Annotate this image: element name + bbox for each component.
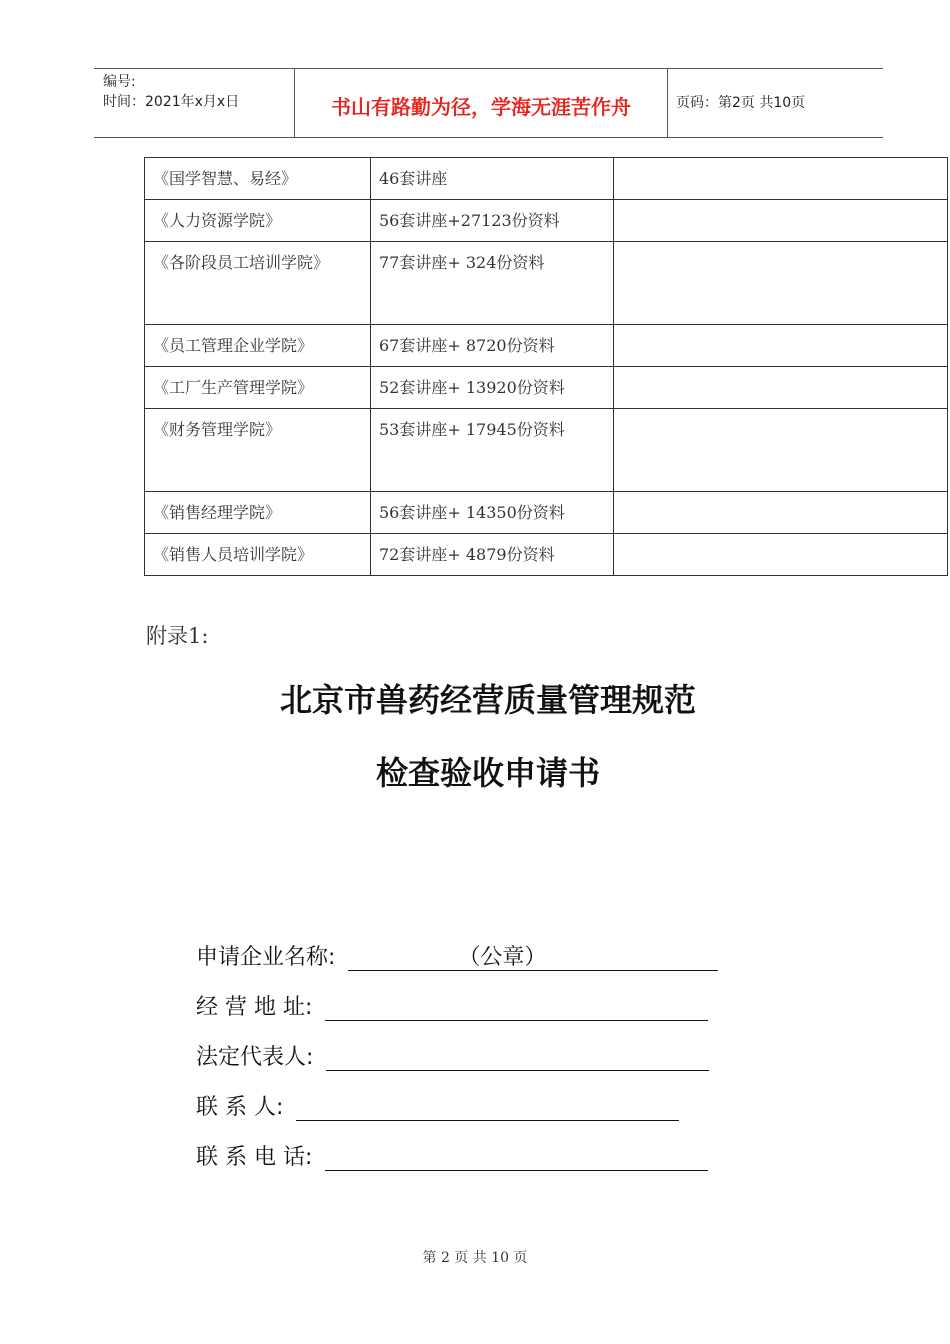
- table-cell-note: [614, 409, 948, 492]
- table-cell-note: [614, 242, 948, 325]
- table-cell-content: 53套讲座+ 17945份资料: [371, 409, 614, 492]
- table-cell-note: [614, 325, 948, 367]
- table-cell-note: [614, 367, 948, 409]
- table-row: [145, 409, 948, 492]
- table-cell-content: 67套讲座+ 8720份资料: [371, 325, 614, 367]
- address-label: 经 营 地 址:: [196, 995, 313, 1020]
- table-row: [145, 492, 948, 534]
- address-field: [196, 990, 708, 1021]
- table-cell-content: 72套讲座+ 4879份资料: [371, 534, 614, 576]
- legal-rep-label: 法定代表人:: [196, 1045, 314, 1070]
- header-time-label: 时间：2021年x月x日: [103, 94, 240, 110]
- contact-blank[interactable]: [296, 1092, 679, 1121]
- page-footer: 第 2 页 共 10 页: [422, 1250, 528, 1266]
- table-row: [145, 325, 948, 367]
- table-cell-name: 《员工管理企业学院》: [145, 325, 371, 367]
- table-cell-name: 《销售人员培训学院》: [145, 534, 371, 576]
- phone-label: 联 系 电 话:: [196, 1145, 313, 1170]
- table-cell-content: 56套讲座+ 14350份资料: [371, 492, 614, 534]
- header-meta: [94, 69, 294, 137]
- table-row: [145, 367, 948, 409]
- header-number-label: 编号:: [103, 74, 136, 90]
- contact-field: [196, 1090, 679, 1121]
- legal-rep-field: [196, 1040, 709, 1071]
- table-cell-content: 56套讲座+27123份资料: [371, 200, 614, 242]
- table-cell-note: [614, 158, 948, 200]
- table-cell-note: [614, 534, 948, 576]
- table-cell-name: 《各阶段员工培训学院》: [145, 242, 371, 325]
- legal-rep-blank[interactable]: [326, 1042, 709, 1071]
- table-cell-note: [614, 200, 948, 242]
- address-blank[interactable]: [325, 992, 708, 1021]
- table-row: [145, 242, 948, 325]
- phone-field: [196, 1140, 708, 1171]
- table-cell-content: 52套讲座+ 13920份资料: [371, 367, 614, 409]
- company-name-field: [196, 940, 718, 971]
- company-seal-text: （公章）: [458, 945, 547, 970]
- course-table: [144, 157, 948, 576]
- appendix-label: 附录1:: [146, 624, 209, 648]
- header-motto-cell: [294, 69, 668, 137]
- header-motto: 书山有路勤为径，学海无涯苦作舟: [331, 95, 631, 119]
- contact-label: 联 系 人:: [196, 1095, 284, 1120]
- document-title: 北京市兽药经营质量管理规范: [279, 681, 696, 719]
- table-row: [145, 200, 948, 242]
- page-header: [94, 68, 883, 138]
- phone-blank[interactable]: [325, 1142, 708, 1171]
- table-row: [145, 534, 948, 576]
- company-name-blank[interactable]: [348, 942, 718, 971]
- document-subtitle: 检查验收申请书: [375, 754, 600, 792]
- header-page-info: 页码：第2页 共10页: [676, 95, 806, 111]
- table-row: [145, 158, 948, 200]
- table-cell-content: 46套讲座: [371, 158, 614, 200]
- table-cell-name: 《人力资源学院》: [145, 200, 371, 242]
- table-cell-content: 77套讲座+ 324份资料: [371, 242, 614, 325]
- table-cell-note: [614, 492, 948, 534]
- table-cell-name: 《工厂生产管理学院》: [145, 367, 371, 409]
- table-cell-name: 《财务管理学院》: [145, 409, 371, 492]
- table-cell-name: 《国学智慧、易经》: [145, 158, 371, 200]
- table-cell-name: 《销售经理学院》: [145, 492, 371, 534]
- company-name-label: 申请企业名称:: [196, 945, 336, 970]
